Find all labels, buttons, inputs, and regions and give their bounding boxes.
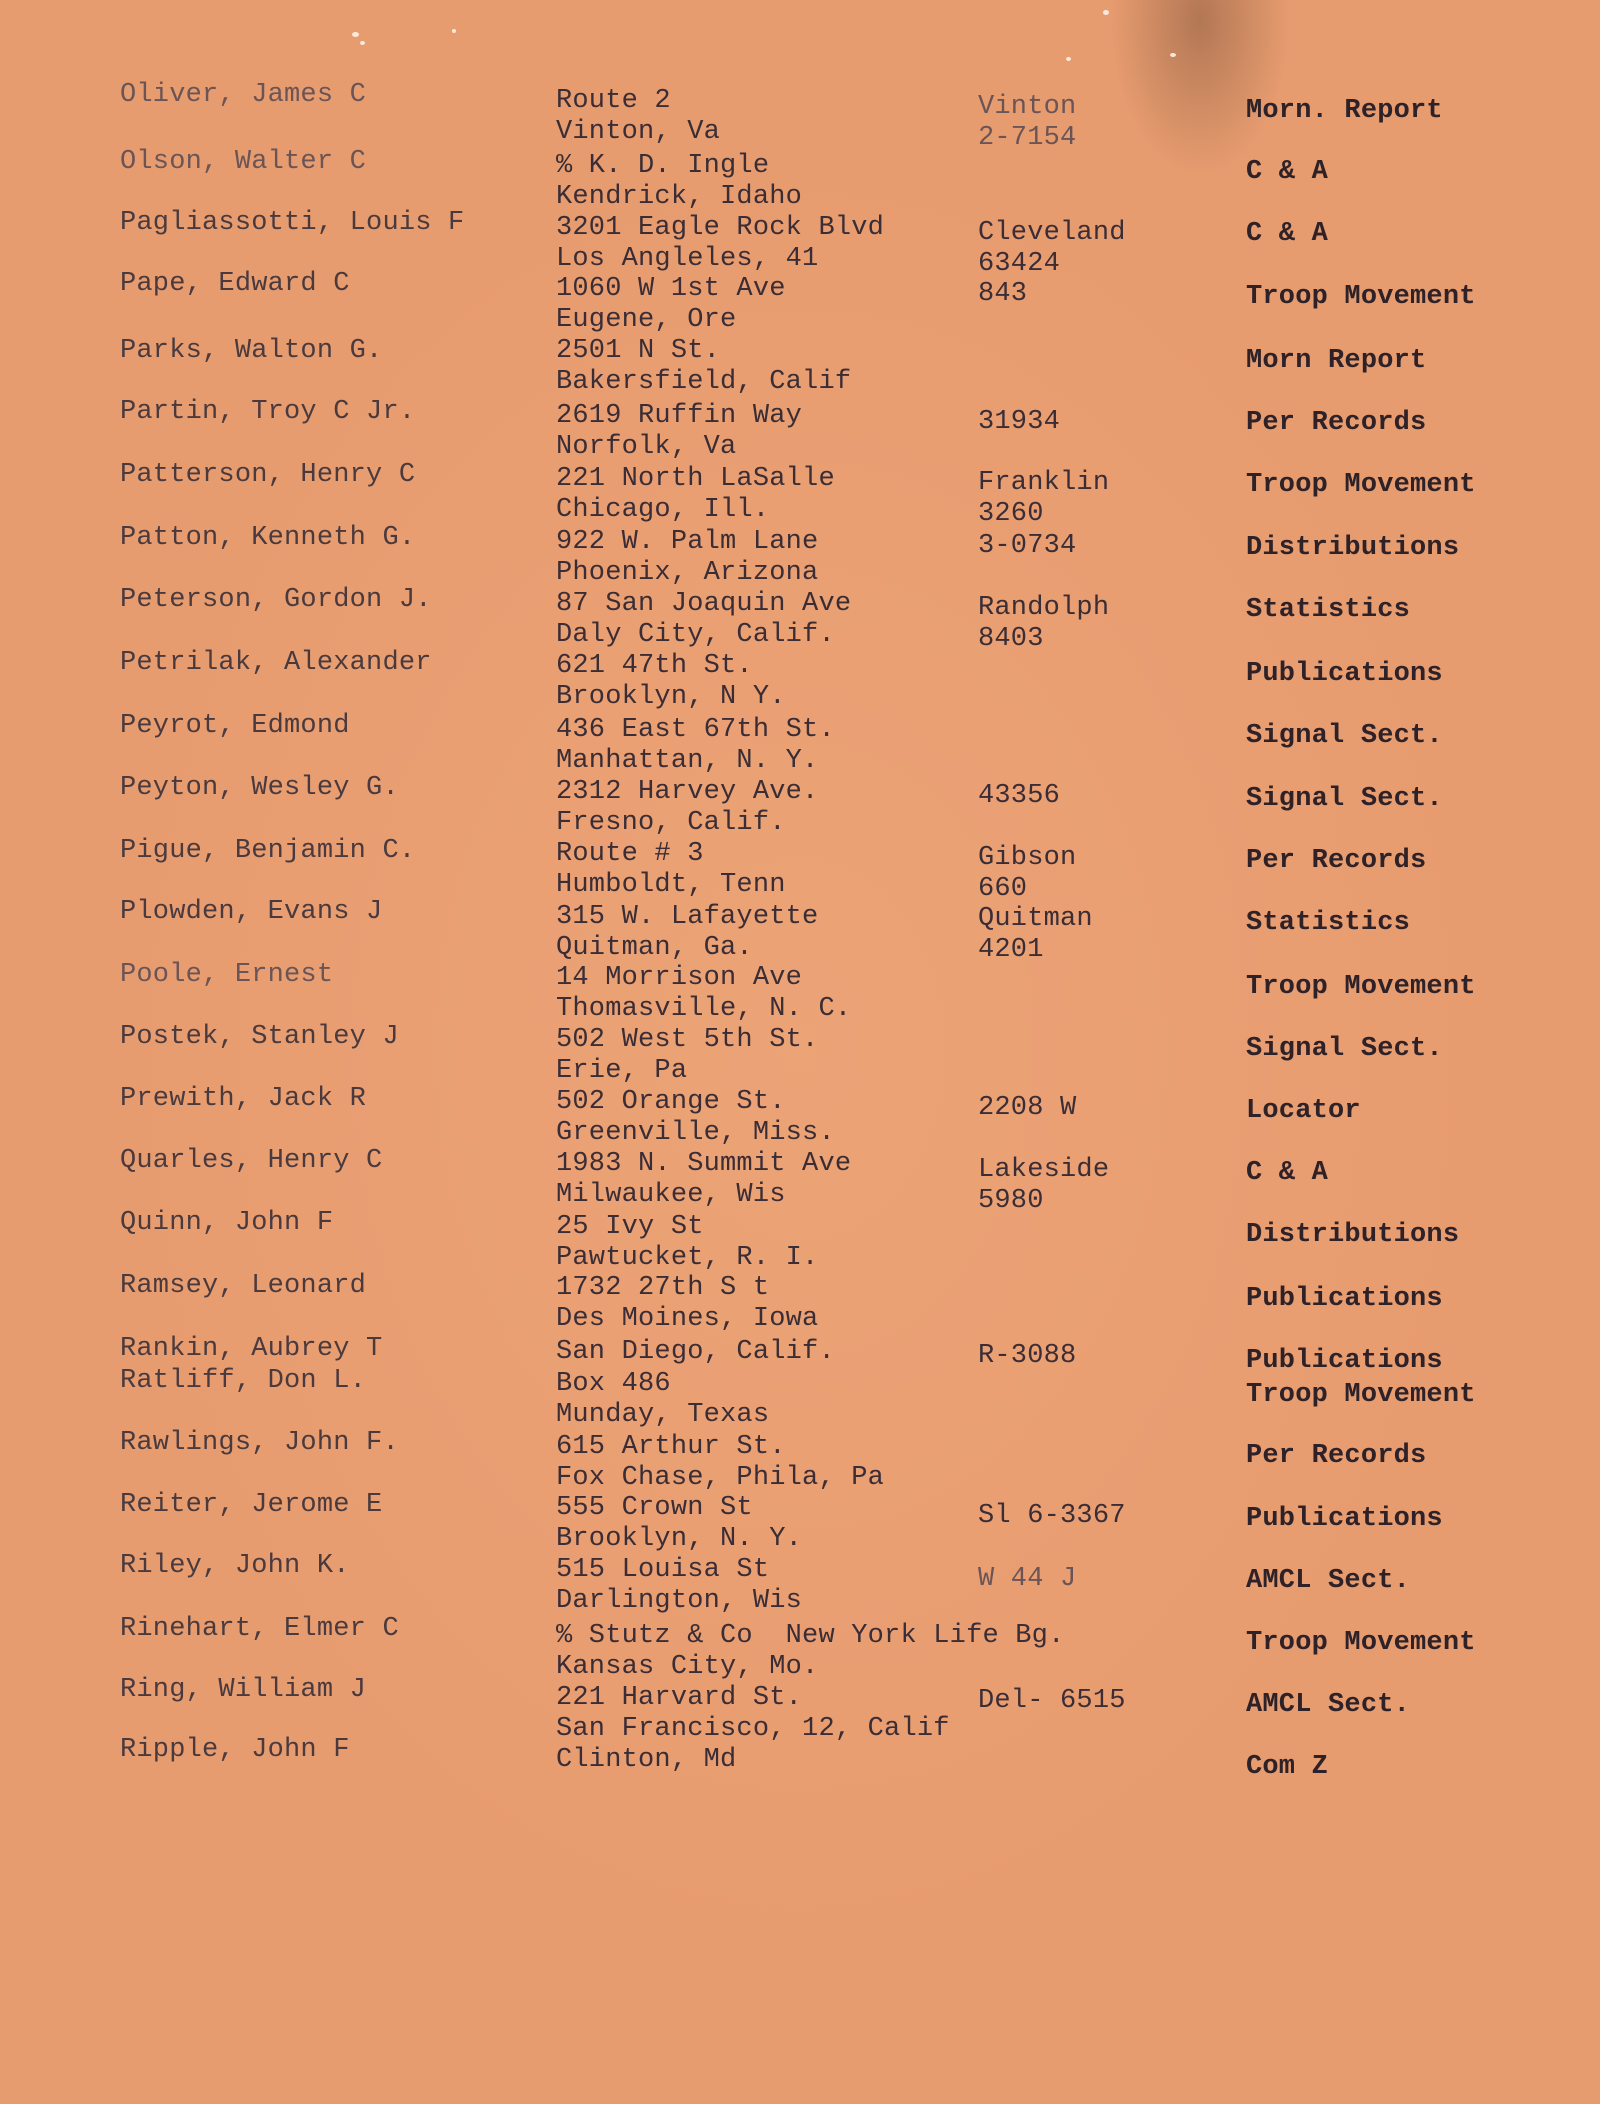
- employee-section: Per Records: [1246, 1441, 1427, 1471]
- employee-name: Patterson, Henry C: [120, 460, 416, 490]
- employee-section: Signal Sect.: [1246, 784, 1443, 814]
- employee-address: 502 Orange St. Greenville, Miss.: [556, 1087, 835, 1148]
- employee-address: 621 47th St. Brooklyn, N Y.: [556, 651, 786, 712]
- employee-phone: 43356: [978, 781, 1061, 811]
- employee-name: Ramsey, Leonard: [120, 1271, 367, 1301]
- employee-address: 221 Harvard St. San Francisco, 12, Calif: [556, 1683, 950, 1744]
- employee-name: Ratliff, Don L.: [120, 1366, 367, 1396]
- employee-phone: 2208 W: [978, 1093, 1077, 1123]
- employee-section: Locator: [1246, 1096, 1361, 1126]
- employee-phone: Quitman 4201: [978, 904, 1093, 965]
- employee-section: Statistics: [1246, 908, 1411, 938]
- employee-address: 25 Ivy St Pawtucket, R. I.: [556, 1212, 819, 1273]
- employee-name: Peyrot, Edmond: [120, 711, 350, 741]
- employee-address: Clinton, Md: [556, 1745, 737, 1775]
- employee-name: Peyton, Wesley G.: [120, 773, 399, 803]
- employee-section: Distributions: [1246, 533, 1460, 563]
- employee-name: Olson, Walter C: [120, 147, 367, 177]
- employee-name: Peterson, Gordon J.: [120, 585, 432, 615]
- employee-phone: 31934: [978, 407, 1061, 437]
- employee-address: 1060 W 1st Ave Eugene, Ore: [556, 274, 786, 335]
- employee-phone: Gibson 660: [978, 843, 1077, 904]
- employee-name: Prewith, Jack R: [120, 1084, 367, 1114]
- employee-section: C & A: [1246, 1158, 1329, 1188]
- employee-name: Rawlings, John F.: [120, 1428, 399, 1458]
- employee-section: Publications: [1246, 1284, 1443, 1314]
- employee-name: Poole, Ernest: [120, 960, 334, 990]
- employee-section: Publications: [1246, 659, 1443, 689]
- employee-section: Per Records: [1246, 408, 1427, 438]
- employee-name: Rankin, Aubrey T: [120, 1334, 383, 1364]
- employee-name: Partin, Troy C Jr.: [120, 397, 416, 427]
- employee-section: Statistics: [1246, 595, 1411, 625]
- employee-section: Publications: [1246, 1504, 1443, 1534]
- employee-name: Quinn, John F: [120, 1208, 334, 1238]
- employee-address: 1732 27th S t Des Moines, Iowa: [556, 1273, 819, 1334]
- employee-name: Plowden, Evans J: [120, 897, 383, 927]
- employee-section: C & A: [1246, 157, 1329, 187]
- employee-address: % K. D. Ingle Kendrick, Idaho: [556, 151, 803, 212]
- employee-section: Com Z: [1246, 1752, 1329, 1782]
- employee-name: Ring, William J: [120, 1675, 367, 1705]
- employee-address: 515 Louisa St Darlington, Wis: [556, 1555, 803, 1616]
- employee-address: 1983 N. Summit Ave Milwaukee, Wis: [556, 1149, 852, 1210]
- employee-phone: 843: [978, 279, 1028, 309]
- employee-address: 87 San Joaquin Ave Daly City, Calif.: [556, 589, 852, 650]
- employee-address: 3201 Eagle Rock Blvd Los Angleles, 41: [556, 213, 885, 274]
- employee-name: Riley, John K.: [120, 1551, 350, 1581]
- employee-name: Postek, Stanley J: [120, 1022, 399, 1052]
- employee-phone: R-3088: [978, 1341, 1077, 1371]
- employee-section: AMCL Sect.: [1246, 1566, 1411, 1596]
- employee-address: Route 2 Vinton, Va: [556, 86, 721, 147]
- employee-name: Pagliassotti, Louis F: [120, 208, 465, 238]
- employee-section: Publications: [1246, 1346, 1443, 1376]
- employee-phone: 3-0734: [978, 531, 1077, 561]
- employee-address: 2619 Ruffin Way Norfolk, Va: [556, 401, 803, 462]
- employee-name: Petrilak, Alexander: [120, 648, 432, 678]
- employee-phone: Vinton 2-7154: [978, 92, 1077, 153]
- employee-section: Troop Movement: [1246, 282, 1476, 312]
- employee-phone: Del- 6515: [978, 1686, 1126, 1716]
- employee-name: Oliver, James C: [120, 80, 367, 110]
- employee-section: C & A: [1246, 219, 1329, 249]
- employee-address: Box 486 Munday, Texas: [556, 1369, 770, 1430]
- employee-name: Patton, Kenneth G.: [120, 523, 416, 553]
- employee-section: Troop Movement: [1246, 1628, 1476, 1658]
- employee-address: 555 Crown St Brooklyn, N. Y.: [556, 1493, 803, 1554]
- employee-phone: Franklin 3260: [978, 468, 1110, 529]
- employee-address: % Stutz & Co New York Life Bg. Kansas City, Mo.: [556, 1621, 1065, 1682]
- employee-name: Pape, Edward C: [120, 269, 350, 299]
- employee-section: Morn Report: [1246, 346, 1427, 376]
- employee-address: 14 Morrison Ave Thomasville, N. C.: [556, 963, 852, 1024]
- employee-section: Signal Sect.: [1246, 1034, 1443, 1064]
- employee-phone: Randolph 8403: [978, 593, 1110, 654]
- employee-section: AMCL Sect.: [1246, 1690, 1411, 1720]
- employee-address: San Diego, Calif.: [556, 1337, 835, 1367]
- employee-section: Troop Movement: [1246, 470, 1476, 500]
- employee-name: Reiter, Jerome E: [120, 1490, 383, 1520]
- employee-address: 315 W. Lafayette Quitman, Ga.: [556, 902, 819, 963]
- employee-phone: W 44 J: [978, 1564, 1077, 1594]
- employee-address: 922 W. Palm Lane Phoenix, Arizona: [556, 527, 819, 588]
- employee-section: Troop Movement: [1246, 972, 1476, 1002]
- employee-name: Parks, Walton G.: [120, 336, 383, 366]
- employee-address: 502 West 5th St. Erie, Pa: [556, 1025, 819, 1086]
- employee-address: 2501 N St. Bakersfield, Calif: [556, 336, 852, 397]
- employee-section: Morn. Report: [1246, 96, 1443, 126]
- employee-phone: Lakeside 5980: [978, 1155, 1110, 1216]
- employee-section: Distributions: [1246, 1220, 1460, 1250]
- employee-phone: Cleveland 63424: [978, 218, 1126, 279]
- employee-address: Route # 3 Humboldt, Tenn: [556, 839, 786, 900]
- employee-name: Ripple, John F: [120, 1735, 350, 1765]
- employee-address: 436 East 67th St. Manhattan, N. Y.: [556, 715, 835, 776]
- employee-address: 615 Arthur St. Fox Chase, Phila, Pa: [556, 1432, 885, 1493]
- employee-name: Pigue, Benjamin C.: [120, 836, 416, 866]
- employee-address: 221 North LaSalle Chicago, Ill.: [556, 464, 835, 525]
- employee-section: Per Records: [1246, 846, 1427, 876]
- employee-phone: Sl 6-3367: [978, 1501, 1126, 1531]
- employee-section: Troop Movement: [1246, 1380, 1476, 1410]
- employee-address: 2312 Harvey Ave. Fresno, Calif.: [556, 777, 819, 838]
- employee-section: Signal Sect.: [1246, 721, 1443, 751]
- employee-name: Quarles, Henry C: [120, 1146, 383, 1176]
- employee-name: Rinehart, Elmer C: [120, 1614, 399, 1644]
